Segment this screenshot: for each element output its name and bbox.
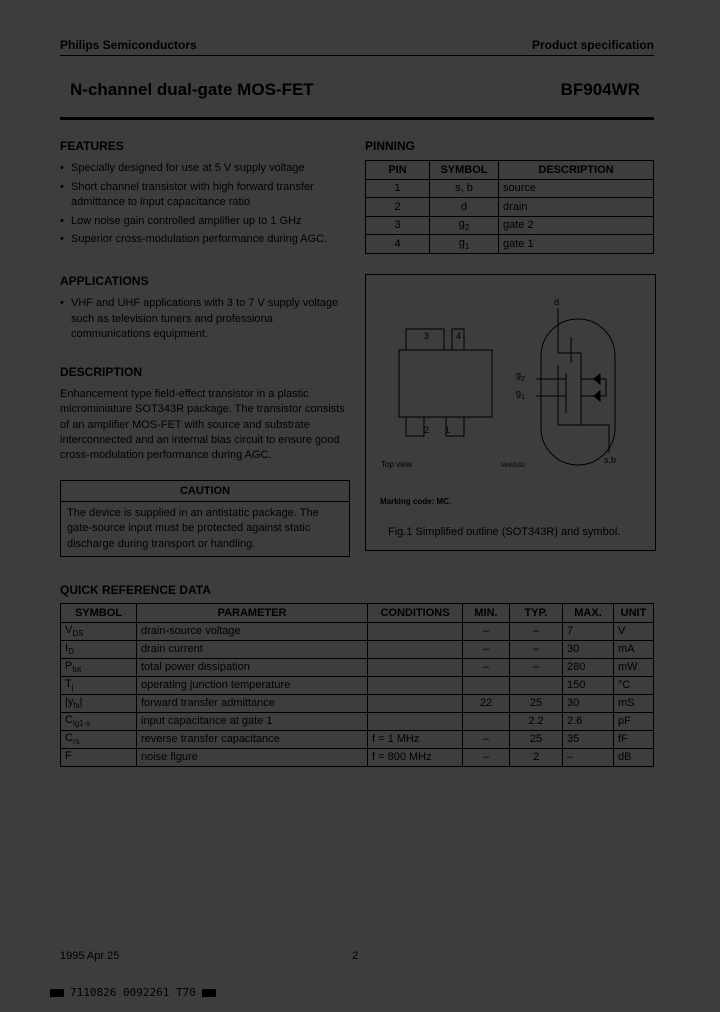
conditions-cell xyxy=(368,676,463,694)
symbol-cell: $g_1$ xyxy=(430,235,499,254)
parameter-cell: noise figure xyxy=(137,748,368,766)
column-header: MAX. xyxy=(563,604,614,623)
applications-list xyxy=(60,296,352,346)
table-row xyxy=(366,216,654,235)
figure-caption: Fig.1 Simplified outline (SOT343R) and symbol. xyxy=(388,526,621,538)
description-cell: drain xyxy=(499,198,654,217)
conditions-cell xyxy=(368,658,463,676)
conditions-cell xyxy=(368,694,463,712)
parameter-cell: drain current xyxy=(137,640,368,658)
symbol-cell: $P_{tot}$ xyxy=(61,658,137,676)
parameter-cell: forward transfer admittance xyxy=(137,694,368,712)
table-row xyxy=(61,658,654,676)
source-bulk-label: s,b xyxy=(604,455,617,465)
figure-box xyxy=(365,274,656,551)
gate1-label: $g_1$ xyxy=(516,388,525,401)
conditions-cell: f = 1 MHz xyxy=(368,730,463,748)
max-cell: 7 xyxy=(563,622,614,640)
min-cell: – xyxy=(463,658,510,676)
title-rule xyxy=(60,117,654,120)
list-item: • Low noise gain controlled amplifier up to 1 GHz xyxy=(60,214,350,230)
min-cell xyxy=(463,676,510,694)
table-row xyxy=(61,748,654,766)
table-header-row xyxy=(61,604,654,623)
typ-cell: 2 xyxy=(510,748,563,766)
description-heading: DESCRIPTION xyxy=(60,365,143,379)
description-text: Enhancement type field-effect transistor in a plastic microminiature SOT343R package. The transistor consists of an amplifier MOS-FET with source and substrate interconnected and an internal bias circuit to ensure good cross-modulation performance during AGC. xyxy=(60,388,345,462)
conditions-cell xyxy=(368,712,463,730)
page-title: N-channel dual-gate MOS-FET xyxy=(70,80,314,99)
description-cell: gate 2 xyxy=(499,216,654,235)
column-header: PIN xyxy=(366,161,430,180)
conditions-cell: f = 800 MHz xyxy=(368,748,463,766)
top-view-label: Top view xyxy=(381,460,413,469)
column-header: SYMBOL xyxy=(430,161,499,180)
figure-code: MAM192 xyxy=(501,463,526,469)
min-cell: – xyxy=(463,748,510,766)
column-header: MIN. xyxy=(463,604,510,623)
column-header: UNIT xyxy=(614,604,654,623)
table-row xyxy=(61,730,654,748)
min-cell: – xyxy=(463,622,510,640)
max-cell: 2.6 xyxy=(563,712,614,730)
max-cell: 30 xyxy=(563,694,614,712)
table-row xyxy=(366,198,654,217)
pin-cell: 3 xyxy=(366,216,430,235)
part-number: BF904WR xyxy=(560,80,640,99)
description-cell: gate 1 xyxy=(499,235,654,254)
document-type: Product specification xyxy=(531,38,654,52)
marking-code: Marking code: MC. xyxy=(380,497,452,506)
pin-cell: 4 xyxy=(366,235,430,254)
pin-label: 3 xyxy=(424,331,430,341)
table-row xyxy=(61,676,654,694)
conditions-cell xyxy=(368,622,463,640)
column-header: PARAMETER xyxy=(137,604,368,623)
typ-cell: – xyxy=(510,622,563,640)
qrd-heading: QUICK REFERENCE DATA xyxy=(60,583,211,597)
quick-reference-table xyxy=(60,603,654,767)
header-rule xyxy=(60,55,654,56)
description-cell: source xyxy=(499,179,654,198)
caution-heading: CAUTION xyxy=(61,481,349,502)
mosfet-symbol xyxy=(536,308,615,465)
company-name: Philips Semiconductors xyxy=(60,38,197,52)
pin-cell: 1 xyxy=(366,179,430,198)
typ-cell: – xyxy=(510,658,563,676)
page-number: 2 xyxy=(352,950,359,962)
unit-cell: mS xyxy=(614,694,654,712)
barcode-block xyxy=(50,989,64,997)
unit-cell: fF xyxy=(614,730,654,748)
list-item: • Superior cross-modulation performance during AGC. xyxy=(60,232,350,248)
min-cell: – xyxy=(463,730,510,748)
table-row xyxy=(366,179,654,198)
package-outline-figure xyxy=(366,275,655,550)
drain-label: d xyxy=(554,297,560,307)
typ-cell: 25 xyxy=(510,730,563,748)
pin-label: 1 xyxy=(445,425,451,435)
typ-cell: 2.2 xyxy=(510,712,563,730)
pin-label: 4 xyxy=(456,331,462,341)
unit-cell: pF xyxy=(614,712,654,730)
typ-cell: 25 xyxy=(510,694,563,712)
symbol-cell: $T_j$ xyxy=(61,676,137,694)
unit-cell: V xyxy=(614,622,654,640)
parameter-cell: operating junction temperature xyxy=(137,676,368,694)
features-list xyxy=(60,161,350,251)
pinning-heading: PINNING xyxy=(365,139,416,153)
parameter-cell: drain-source voltage xyxy=(137,622,368,640)
package-outline xyxy=(399,329,492,436)
max-cell: 35 xyxy=(563,730,614,748)
min-cell: – xyxy=(463,640,510,658)
column-header: CONDITIONS xyxy=(368,604,463,623)
symbol-cell: $C_{rs}$ xyxy=(61,730,137,748)
unit-cell: mA xyxy=(614,640,654,658)
table-row xyxy=(366,235,654,254)
symbol-cell: d xyxy=(430,198,499,217)
symbol-cell: F xyxy=(61,748,137,766)
list-item: • Specially designed for use at 5 V supply voltage xyxy=(60,161,350,177)
pinning-table xyxy=(365,160,654,254)
list-item: • Short channel transistor with high forward transfer admittance to input capacitance ratio xyxy=(60,180,350,211)
symbol-cell: $|y_{fs}|$ xyxy=(61,694,137,712)
column-header: SYMBOL xyxy=(61,604,137,623)
table-row xyxy=(61,640,654,658)
column-header: TYP. xyxy=(510,604,563,623)
min-cell: 22 xyxy=(463,694,510,712)
barcode-text: 7110826 0092261 T70 xyxy=(70,986,196,999)
min-cell xyxy=(463,712,510,730)
symbol-cell: $g_2$ xyxy=(430,216,499,235)
symbol-cell: $I_D$ xyxy=(61,640,137,658)
barcode-strip xyxy=(50,986,216,999)
unit-cell: dB xyxy=(614,748,654,766)
column-header: DESCRIPTION xyxy=(499,161,654,180)
max-cell: 30 xyxy=(563,640,614,658)
caution-box xyxy=(60,480,350,557)
pin-cell: 2 xyxy=(366,198,430,217)
table-header-row xyxy=(366,161,654,180)
unit-cell: mW xyxy=(614,658,654,676)
applications-heading: APPLICATIONS xyxy=(60,274,149,288)
symbol-cell: $V_{DS}$ xyxy=(61,622,137,640)
unit-cell: °C xyxy=(614,676,654,694)
parameter-cell: total power dissipation xyxy=(137,658,368,676)
pin-label: 2 xyxy=(424,425,430,435)
parameter-cell: input capacitance at gate 1 xyxy=(137,712,368,730)
caution-text: The device is supplied in an antistatic package. The gate-source input must be protected against static discharge during transport or handling. xyxy=(67,507,319,550)
parameter-cell: reverse transfer capacitance xyxy=(137,730,368,748)
table-row xyxy=(61,712,654,730)
gate2-label: $g_2$ xyxy=(516,370,525,383)
typ-cell xyxy=(510,676,563,694)
list-item: • VHF and UHF applications with 3 to 7 V supply voltage such as television tuners and professiona communications equipment. xyxy=(60,296,352,343)
max-cell: 150 xyxy=(563,676,614,694)
max-cell: – xyxy=(563,748,614,766)
footer-date: 1995 Apr 25 xyxy=(60,950,120,962)
table-row xyxy=(61,694,654,712)
symbol-cell: s, b xyxy=(430,179,499,198)
max-cell: 280 xyxy=(563,658,614,676)
barcode-block xyxy=(202,989,216,997)
typ-cell: – xyxy=(510,640,563,658)
conditions-cell xyxy=(368,640,463,658)
symbol-cell: $C_{ig1-s}$ xyxy=(61,712,137,730)
features-heading: FEATURES xyxy=(60,139,124,153)
table-row xyxy=(61,622,654,640)
